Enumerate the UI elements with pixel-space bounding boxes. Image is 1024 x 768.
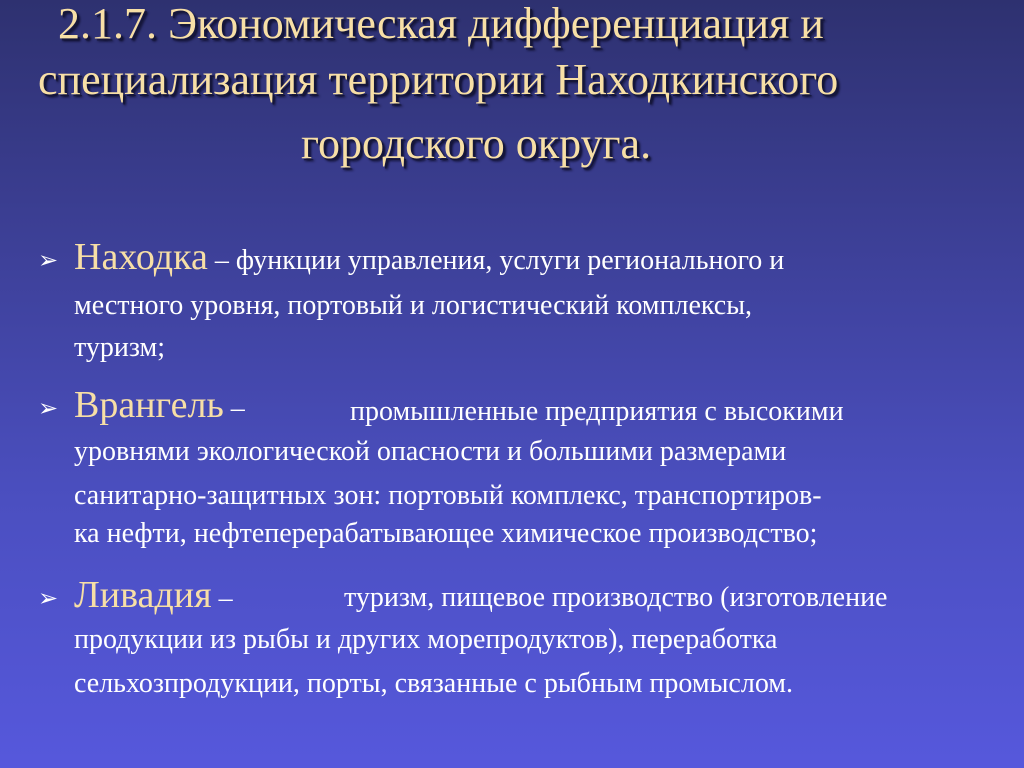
bullet-heading-line (74, 576, 233, 614)
chevron-right-icon: ➢ (38, 394, 59, 422)
dash: – (223, 393, 245, 424)
bullet-text-line-2: местного уровня, портовый и логистический комплексы, (74, 290, 753, 321)
place-name: Врангель (74, 384, 224, 426)
chevron-right-icon: ➢ (38, 584, 59, 612)
bullet-text-line-2: продукции из рыбы и других морепродуктов), переработка (74, 624, 778, 655)
bullet-heading-line (74, 386, 245, 424)
bullet-text-line-3: сельхозпродукции, порты, связанные с рыбным промыслом. (74, 668, 794, 699)
dash: – (207, 245, 236, 276)
title-line-3: городского округа. (301, 119, 652, 168)
place-name: Ливадия (74, 574, 212, 616)
chevron-right-icon: ➢ (38, 246, 59, 274)
bullet-text-line-1: промышленные предприятия с высокими (350, 396, 844, 427)
place-name: Находка (74, 236, 208, 278)
bullet-text-line-1: туризм, пищевое производство (изготовление (344, 582, 888, 613)
dash: – (211, 583, 233, 614)
title-line-1: 2.1.7. Экономическая дифференциация и (58, 0, 824, 48)
title-line-2: специализация территории Находкинского (38, 55, 839, 104)
bullet-text-line-1: функции управления, услуги регионального и (235, 245, 785, 276)
bullet-text-line-3: санитарно-защитных зон: портовый комплекс, транспортиров- (74, 480, 822, 511)
bullet-heading-line (74, 238, 784, 276)
bullet-text-line-2: уровнями экологической опасности и большими размерами (74, 436, 787, 467)
bullet-text-line-3: туризм; (74, 332, 166, 363)
bullet-text-line-4: ка нефти, нефтеперерабатывающее химическое производство; (74, 518, 818, 549)
